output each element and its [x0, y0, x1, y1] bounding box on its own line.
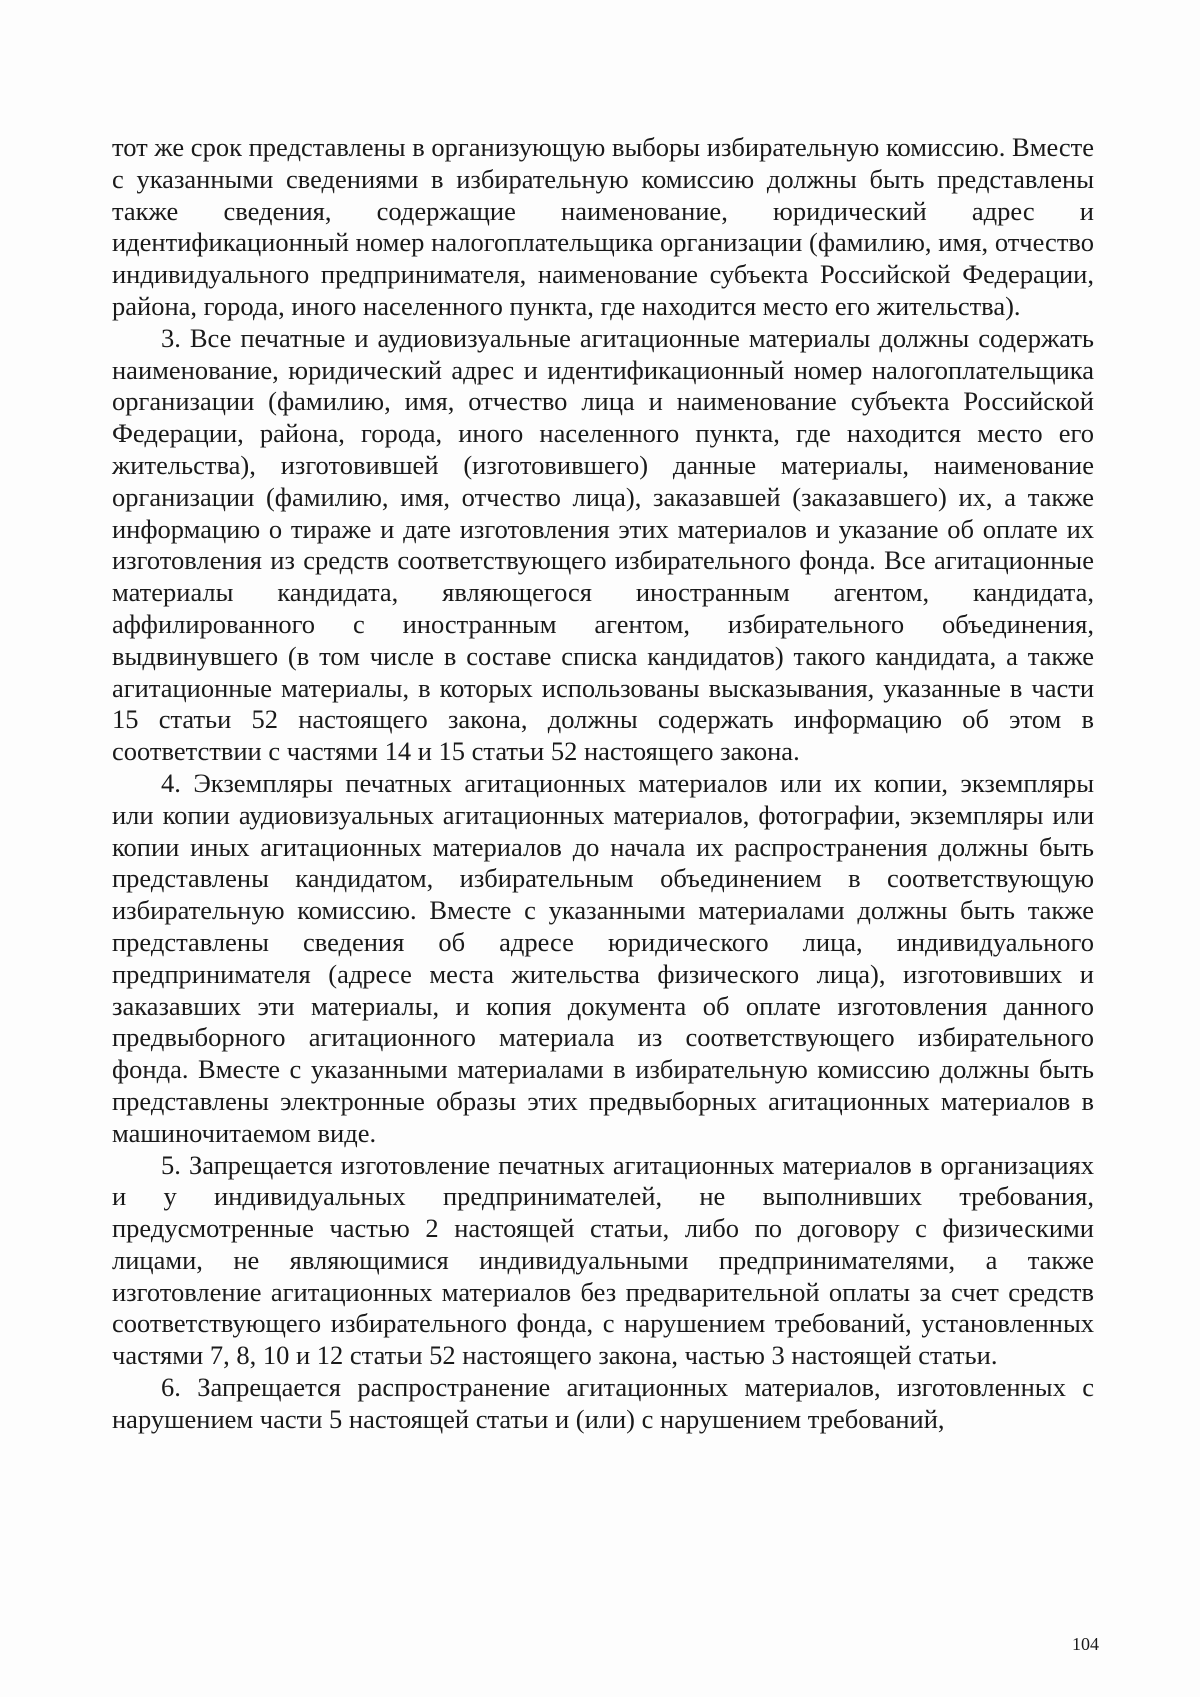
paragraph-item-4: 4. Экземпляры печатных агитационных материалов или их копии, экземпляры или копии аудиовизуальных агитационных материалов, фотографии, экземпляры или копии иных агитационных материалов до начала их распространения должны быть представлены кандидатом, избирательным объединением в соответствующую избирательную комиссию. Вместе с указанными материалами должны быть также представлены сведения об адресе юридического лица, индивидуального предпринимателя (адресе места жительства физического лица), изготовивших и заказавших эти материалы, и копия документа об оплате изготовления данного предвыборного агитационного материала из соответствующего избирательного фонда. Вместе с указанными материалами в избирательную комиссию должны быть представлены электронные образы этих предвыборных агитационных материалов в машиночитаемом виде.: [112, 767, 1094, 1148]
paragraph-item-6: 6. Запрещается распространение агитационных материалов, изготовленных с нарушением части 5 настоящей статьи и (или) с нарушением требований,: [112, 1372, 1094, 1434]
paragraph-item-5: 5. Запрещается изготовление печатных агитационных материалов в организациях и у индивидуальных предпринимателей, не выполнивших требования, предусмотренные частью 2 настоящей статьи, либо по договору с физическими лицами, не являющимися индивидуальными предпринимателями, а также изготовление агитационных материалов без предварительной оплаты за счет средств соответствующего избирательного фонда, с нарушением требований, установленных частями 7, 8, 10 и 12 статьи 52 настоящего закона, частью 3 настоящей статьи.: [112, 1149, 1094, 1371]
paragraph-item-3: 3. Все печатные и аудиовизуальные агитационные материалы должны содержать наименование, юридический адрес и идентификационный номер налогоплательщика организации (фамилию, имя, отчество лица и наименование субъекта Российской Федерации, района, города, иного населенного пункта, где находится место его жительства), изготовившей (изготовившего) данные материалы, наименование организации (фамилию, имя, отчество лица), заказавшей (заказавшего) их, а также информацию о тираже и дате изготовления этих материалов и указание об оплате их изготовления из средств соответствующего избирательного фонда. Все агитационные материалы кандидата, являющегося иностранным агентом, кандидата, аффилированного с иностранным агентом, избирательного объединения, выдвинувшего (в том числе в составе списка кандидатов) такого кандидата, а также агитационные материалы, в которых использованы высказывания, указанные в части 15 статьи 52 настоящего закона, должны содержать информацию об этом в соответствии с частями 14 и 15 статьи 52 настоящего закона.: [112, 322, 1094, 767]
page-number: 104: [1072, 1634, 1099, 1654]
document-body: [112, 132, 1094, 1436]
paragraph-continuation: тот же срок представлены в организующую выборы избирательную комиссию. Вместе с указанными сведениями в избирательную комиссию должны быть представлены также сведения, содержащие наименование, юридический адрес и идентификационный номер налогоплательщика организации (фамилию, имя, отчество индивидуального предпринимателя, наименование субъекта Российской Федерации, района, города, иного населенного пункта, где находится место его жительства).: [112, 132, 1094, 321]
